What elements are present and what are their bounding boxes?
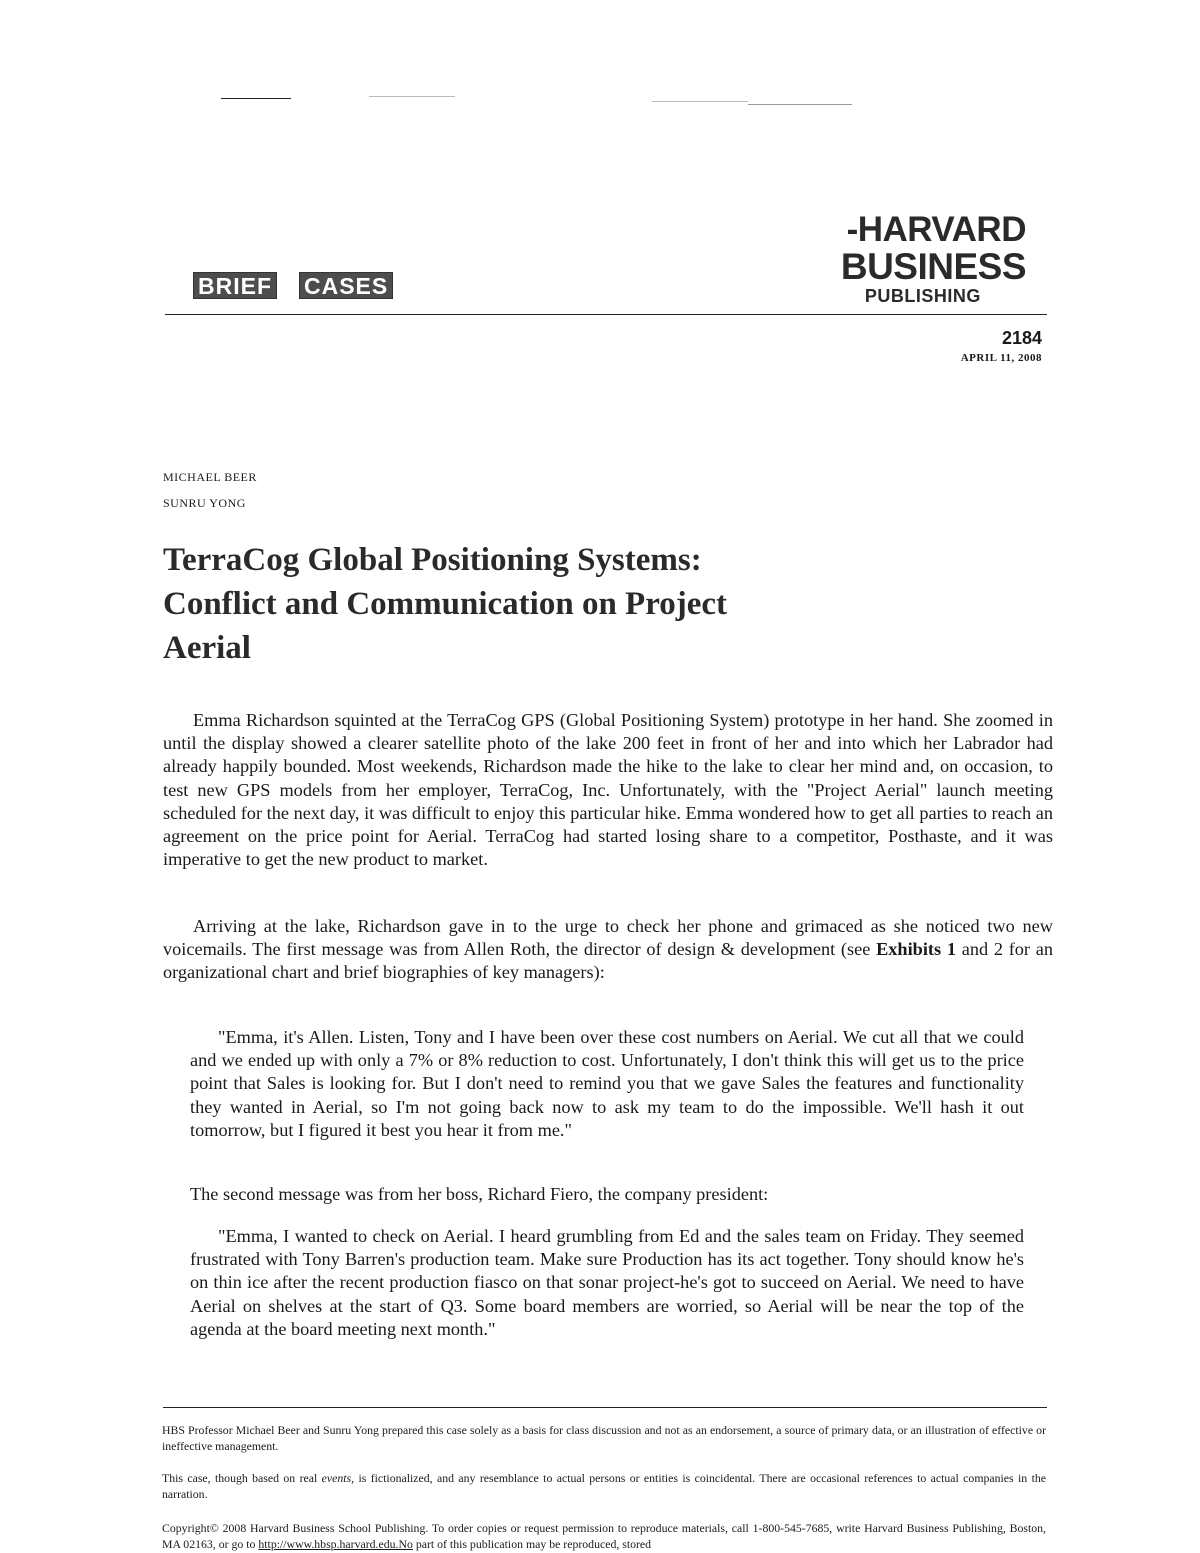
footer-divider bbox=[163, 1407, 1047, 1408]
case-title bbox=[163, 538, 923, 670]
footer-note-2-after: is fictionalized, and any resemblance to actual persons or entities is coincidental. There are occasional references to actual companies in the narration. bbox=[162, 1471, 1046, 1501]
scan-line-4 bbox=[748, 104, 852, 105]
publisher-line-1: -HARVARD bbox=[846, 210, 1026, 249]
case-number: 2184 bbox=[1001, 328, 1042, 348]
copyright-before: Copyright© 2008 Harvard Business School Publishing. To order copies or request permission to reproduce materials, call 1-800-545-7685, write Harvard Business Publishing, Boston, MA 02163, or go to bbox=[162, 1521, 1046, 1551]
paragraph-2-text bbox=[163, 915, 1053, 985]
voicemail-quote-1: "Emma, it's Allen. Listen, Tony and I have been over these cost numbers on Aerial. We cut all that we could and we ended up with only a 7% or 8% reduction to cost. Unfortunately, I don't think this will get us to the price point that Sales is looking for. But I don't need to remind you that we gave Sales the features and functionality they wanted in Aerial, so I'm not going back now to ask my team to do the impossible. We'll hash it out tomorrow, but I figured it best you hear it from me." bbox=[190, 1027, 1024, 1140]
scan-line-2 bbox=[369, 96, 455, 97]
brief-cases-logo bbox=[193, 272, 393, 299]
case-date: APRIL 11, 2008 bbox=[960, 352, 1042, 364]
body-paragraph-2 bbox=[163, 915, 1053, 985]
cases-label: CASES bbox=[299, 272, 393, 299]
exhibits-reference: Exhibits 1 bbox=[876, 939, 956, 960]
publisher-line-3: PUBLISHING bbox=[864, 286, 981, 306]
hbsp-link[interactable]: http://www.hbsp.harvard.edu.No bbox=[258, 1537, 413, 1551]
second-message-intro: The second message was from her boss, Richard Fiero, the company president: bbox=[190, 1184, 769, 1204]
publisher-logo bbox=[841, 212, 1026, 307]
voicemail-quote-2: "Emma, I wanted to check on Aerial. I heard grumbling from Ed and the sales team on Friday. They seemed frustrated with Tony Barren's production team. Make sure Production has its act together. Tony should know he's on thin ice after the recent production fiasco on that sonar project-he's got to succeed on Aerial. We need to have Aerial on shelves at the start of Q3. Some board members are worried, so Aerial will be near the top of the agenda at the board meeting next month." bbox=[190, 1226, 1024, 1339]
footer-note-1: HBS Professor Michael Beer and Sunru Yong prepared this case solely as a basis for class discussion and not as an endorsement, a source of primary data, or an illustration of effective or ineffective management. bbox=[162, 1423, 1046, 1453]
footer-note-2-events: events, bbox=[321, 1471, 355, 1485]
publisher-line-2: BUSINESS bbox=[840, 246, 1026, 287]
title-line-1: TerraCog Global Positioning Systems: bbox=[163, 542, 702, 578]
title-line-2: Conflict and Communication on Project bbox=[163, 586, 728, 622]
title-line-3: Aerial bbox=[163, 630, 251, 666]
paragraph-2-after: and 2 for an organizational chart and brief biographies of key managers): bbox=[163, 939, 1054, 983]
body-paragraph-1 bbox=[163, 709, 1053, 871]
brief-label: BRIEF bbox=[193, 272, 277, 299]
footer-note-2-before: This case, though based on real bbox=[162, 1471, 322, 1485]
footer-note-2 bbox=[162, 1470, 1046, 1502]
scan-line-1 bbox=[221, 98, 291, 99]
paragraph-1-text: Emma Richardson squinted at the TerraCog GPS (Global Positioning System) prototype in her hand. She zoomed in until the display showed a clearer satellite photo of the lake 200 feet in front of her and into which her Labrador had already happily bounded. Most weekends, Richardson made the hike to the lake to clear her mind and, on occasion, to test new GPS models from her employer, TerraCog, Inc. Unfortunately, with the "Project Aerial" launch meeting scheduled for the next day, it was difficult to enjoy this particular hike. Emma wondered how to get all parties to reach an agreement on the price point for Aerial. TerraCog had started losing share to a competitor, Posthaste, and it was imperative to get the new product to market. bbox=[163, 710, 1053, 870]
author-1: MICHAEL BEER bbox=[163, 470, 257, 484]
scan-line-3 bbox=[652, 101, 748, 102]
header-divider bbox=[165, 314, 1047, 315]
author-2: SUNRU YONG bbox=[163, 496, 246, 510]
footer-copyright bbox=[162, 1520, 1046, 1552]
paragraph-2-before: Arriving at the lake, Richardson gave in to the urge to check her phone and grimaced as she noticed two new voicemails. The first message was from Allen Roth, the director of design & development (see bbox=[163, 916, 1053, 960]
copyright-after: part of this publication may be reproduced, stored bbox=[412, 1537, 652, 1551]
